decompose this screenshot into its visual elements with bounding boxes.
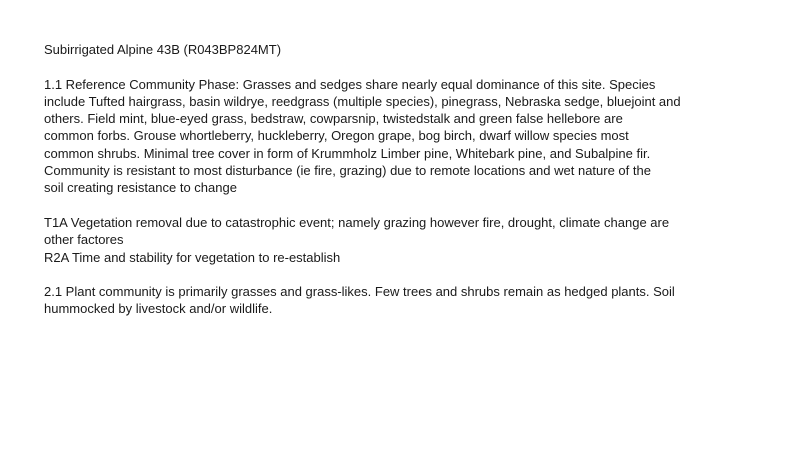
text-line: 2.1 Plant community is primarily grasses and grass-likes. Few trees and shrubs remain as hedged plants. Soil [44,284,675,300]
text-line: 1.1 Reference Community Phase: Grasses and sedges share nearly equal dominance of this site. Species [44,76,656,92]
transition-t1a-paragraph [44,214,734,249]
text-line: other factores [44,232,124,248]
title-line: Subirrigated Alpine 43B (R043BP824MT) [44,42,282,57]
text-line: soil creating resistance to change [44,180,237,196]
text-line: include Tufted hairgrass, basin wildrye, reedgrass (multiple species), pinegrass, Nebraska sedge, bluejoint and [44,93,681,109]
slide-content [44,41,734,318]
text-line: common shrubs. Minimal tree cover in form of Krummholz Limber pine, Whitebark pine, and Subalpine fir. [44,145,651,161]
restoration-r2a-paragraph [44,249,734,266]
text-line: T1A Vegetation removal due to catastrophic event; namely grazing however fire, drought, climate change are [44,214,670,230]
text-line: others. Field mint, blue-eyed grass, bedstraw, cowparsnip, twistedstalk and green false hellebore are [44,111,623,127]
text-line: Community is resistant to most disturbance (ie fire, grazing) due to remote locations and wet nature of the [44,163,651,179]
text-line: R2A Time and stability for vegetation to re-establish [44,249,341,265]
spacer [44,197,734,214]
text-line: common forbs. Grouse whortleberry, huckleberry, Oregon grape, bog birch, dwarf willow species most [44,128,629,144]
reference-community-phase-paragraph [44,76,734,197]
spacer [44,266,734,283]
document-title [44,41,734,58]
phase-2-1-paragraph [44,283,734,318]
text-line: hummocked by livestock and/or wildlife. [44,301,273,317]
spacer [44,58,734,75]
